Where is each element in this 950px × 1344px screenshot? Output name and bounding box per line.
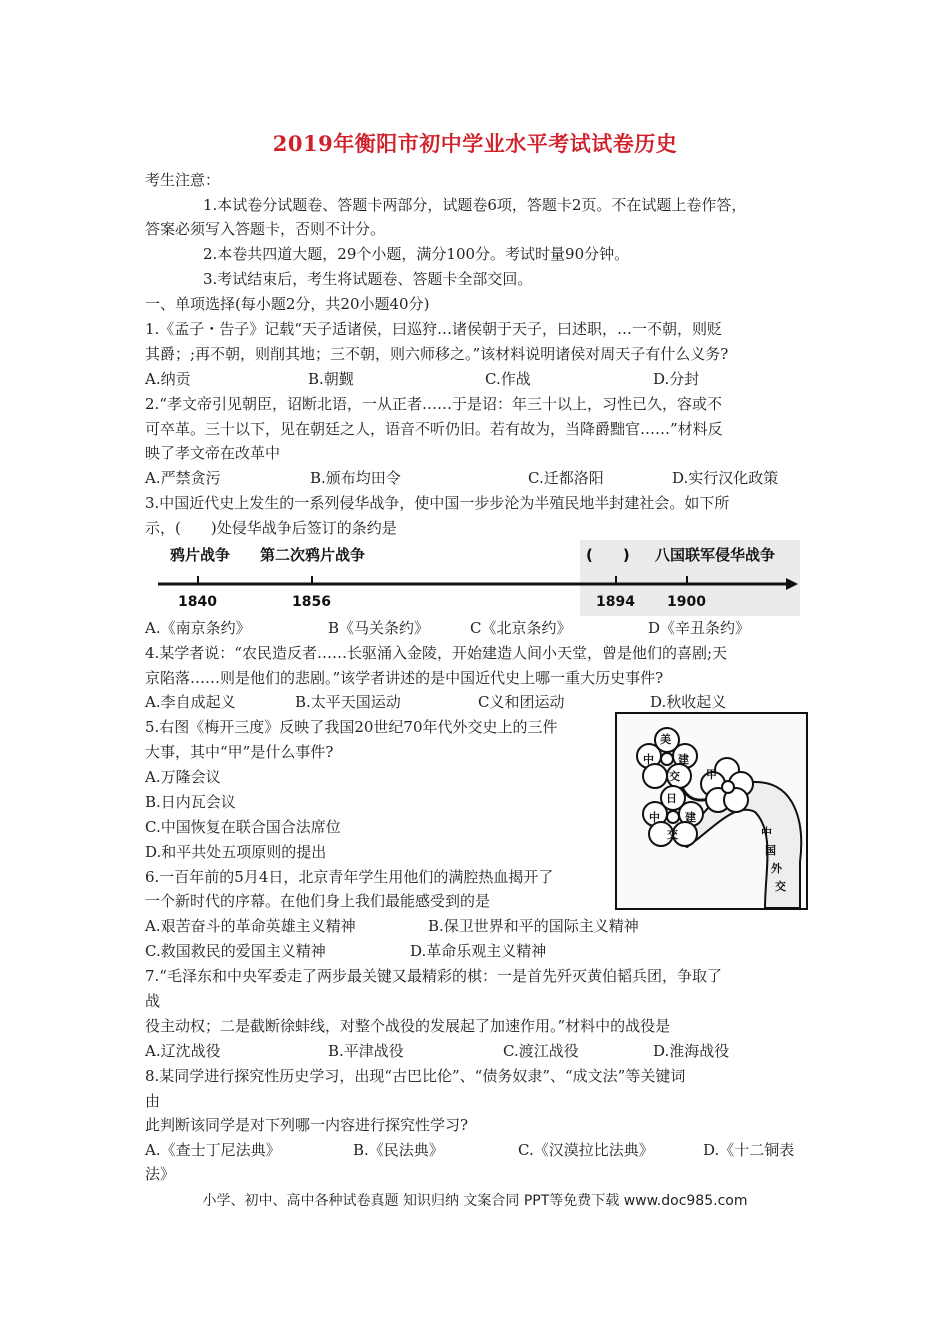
- q2-option-d: D.实行汉化政策: [672, 469, 779, 487]
- year-1900: 1900: [667, 594, 706, 610]
- flower2-label: 甲: [706, 768, 717, 781]
- q4-option-c: C义和团运动: [478, 693, 565, 711]
- q2-option-c: C.迁都洛阳: [528, 469, 604, 487]
- q6-option-c: C.救国救民的爱国主义精神: [145, 942, 326, 960]
- q5-plum-blossom-figure: [615, 712, 808, 910]
- q5-stem-line1: 5.右图《梅开三度》反映了我国20世纪70年代外交史上的三件: [145, 718, 558, 736]
- q4-stem-line1: 4.某学者说：“农民造反者……长驱涌入金陵，开始建造人间小天堂，曾是他们的喜剧;天: [145, 644, 728, 662]
- flower1-char-4: 交: [669, 770, 680, 783]
- q3-timeline-figure: [150, 540, 800, 616]
- q1-option-c: C.作战: [485, 370, 531, 388]
- section-heading: 一、单项选择(每小题2分，共20小题40分): [145, 295, 430, 313]
- notice-heading: 考生注意：: [145, 171, 221, 189]
- q5-option-c: C.中国恢复在联合国合法席位: [145, 818, 341, 836]
- q3-stem-line2: 示，( )处侵华战争后签订的条约是: [145, 519, 397, 537]
- flower1-char-3: 建: [678, 753, 689, 766]
- q3-stem-line1: 3.中国近代史上发生的一系列侵华战争，使中国一步步沦为半殖民地半封建社会。如下所: [145, 494, 730, 512]
- notice-item-1: 1.本试卷分试题卷、答题卡两部分，试题卷6项，答题卡2页。不在试题上卷作答，: [203, 196, 747, 214]
- branch-char-3: 外: [771, 862, 782, 875]
- q7-option-b: B.平津战役: [328, 1042, 404, 1060]
- exam-title: 2019年衡阳市初中学业水平考试试卷历史: [272, 131, 678, 156]
- q7-option-a: A.辽沈战役: [145, 1042, 221, 1060]
- q4-stem-line2: 京陷落……则是他们的悲剧。”该学者讲述的是中国近代史上哪一重大历史事件?: [145, 669, 664, 687]
- q2-stem-line1: 2.“孝文帝引见朝臣，诏断北语，一从正者……于是诏：年三十以上，习性已久，容或不: [145, 395, 722, 413]
- q3-option-c: C《北京条约》: [470, 619, 572, 637]
- q8-stem-line2: 此判断该同学是对下列哪一内容进行探究性学习?: [145, 1116, 469, 1134]
- q7-option-d: D.淮海战役: [653, 1042, 730, 1060]
- q1-stem-line2: 其爵；;再不朝，则削其地；三不朝，则六师移之。”该材料说明诸侯对周天子有什么义务?: [145, 345, 729, 363]
- q3-option-a: A.《南京条约》: [145, 619, 251, 637]
- flower3-char-3: 建: [685, 811, 696, 824]
- q4-option-d: D.秋收起义: [650, 693, 727, 711]
- q5-option-a: A.万隆会议: [145, 768, 221, 786]
- q6-stem-line2: 一个新时代的序幕。在他们身上我们最能感受到的是: [145, 892, 491, 910]
- q8-option-d: D.《十二铜表: [703, 1141, 795, 1159]
- timeline-label-blank: ( ): [586, 546, 630, 564]
- q1-stem-line1: 1.《孟子・告子》记载“天子适诸侯，曰巡狩…诸侯朝于天子，曰述职，…一不朝，则贬: [145, 320, 722, 338]
- q4-option-b: B.太平天国运动: [295, 693, 401, 711]
- flower3-char-4: 交: [667, 828, 678, 841]
- branch-char-4: 交: [775, 880, 786, 893]
- q8-stem-line1: 8.某同学进行探究性历史学习，出现“古巴比伦”、“债务奴隶”、“成文法”等关键词: [145, 1067, 686, 1085]
- branch-char-1: 中: [761, 826, 772, 839]
- timeline-label-second-opium-war: 第二次鸦片战争: [260, 546, 366, 564]
- year-1856: 1856: [292, 594, 331, 610]
- q6-option-d: D.革命乐观主义精神: [410, 942, 547, 960]
- q8-option-b: B.《民法典》: [353, 1141, 444, 1159]
- q3-option-d: D《辛丑条约》: [648, 619, 751, 637]
- branch-char-2: 国: [765, 844, 776, 857]
- q1-option-d: D.分封: [653, 370, 700, 388]
- q8-option-a: A.《查士丁尼法典》: [145, 1141, 281, 1159]
- q5-stem-line2: 大事，其中“甲”是什么事件?: [145, 743, 334, 761]
- flower1-char-2: 中: [643, 753, 654, 766]
- q7-stem-line1: 7.“毛泽东和中央军委走了两步最关键又最精彩的棋：一是首先歼灭黄伯韬兵团，争取了: [145, 967, 722, 985]
- flower3-char-1: 日: [666, 792, 677, 805]
- timeline-label-opium-war: 鸦片战争: [170, 546, 231, 564]
- page-footer: 小学、初中、高中各种试卷真题 知识归纳 文案合同 PPT等免费下载 www.doc985.com: [202, 1193, 748, 1209]
- q6-stem-line1: 6.一百年前的5月4日，北京青年学生用他们的满腔热血揭开了: [145, 868, 554, 886]
- q5-option-b: B.日内瓦会议: [145, 793, 236, 811]
- timeline-label-eight-nation: 八国联军侵华战争: [655, 546, 776, 564]
- q3-option-b: B《马关条约》: [328, 619, 430, 637]
- q1-option-a: A.纳贡: [145, 370, 191, 388]
- q1-option-b: B.朝觐: [308, 370, 354, 388]
- q7-stem-line2: 役主动权；二是截断徐蚌线，对整个战役的发展起了加速作用。”材料中的战役是: [145, 1017, 671, 1035]
- q8-option-d-wrap: 法》: [145, 1165, 176, 1183]
- year-1894: 1894: [596, 594, 635, 610]
- q6-option-a: A.艰苦奋斗的革命英雄主义精神: [145, 917, 356, 935]
- notice-item-2: 2.本卷共四道大题，29个小题，满分100分。考试时量90分钟。: [203, 245, 630, 263]
- notice-item-1-cont: 答案必须写入答题卡，否则不计分。: [145, 220, 386, 238]
- q6-option-b: B.保卫世界和平的国际主义精神: [428, 917, 639, 935]
- notice-item-3: 3.考试结束后，考生将试题卷、答题卡全部交回。: [203, 270, 533, 288]
- year-1840: 1840: [178, 594, 217, 610]
- q2-stem-line2: 可卒革。三十以下，见在朝廷之人，语音不听仍旧。若有故为，当降爵黜官……”材料反: [145, 420, 723, 438]
- q7-option-c: C.渡江战役: [503, 1042, 579, 1060]
- q8-option-c: C.《汉漠拉比法典》: [518, 1141, 654, 1159]
- flower1-char-1: 美: [660, 733, 671, 746]
- q5-option-d: D.和平共处五项原则的提出: [145, 843, 327, 861]
- q7-stem-line1-wrap: 战: [145, 992, 161, 1010]
- q2-stem-line3: 映了孝文帝在改革中: [145, 444, 281, 462]
- q8-stem-line1-wrap: 由: [145, 1092, 161, 1110]
- flower3-char-2: 中: [649, 811, 660, 824]
- q2-option-b: B.颁布均田令: [310, 469, 401, 487]
- q4-option-a: A.李自成起义: [145, 693, 236, 711]
- q2-option-a: A.严禁贪污: [145, 469, 221, 487]
